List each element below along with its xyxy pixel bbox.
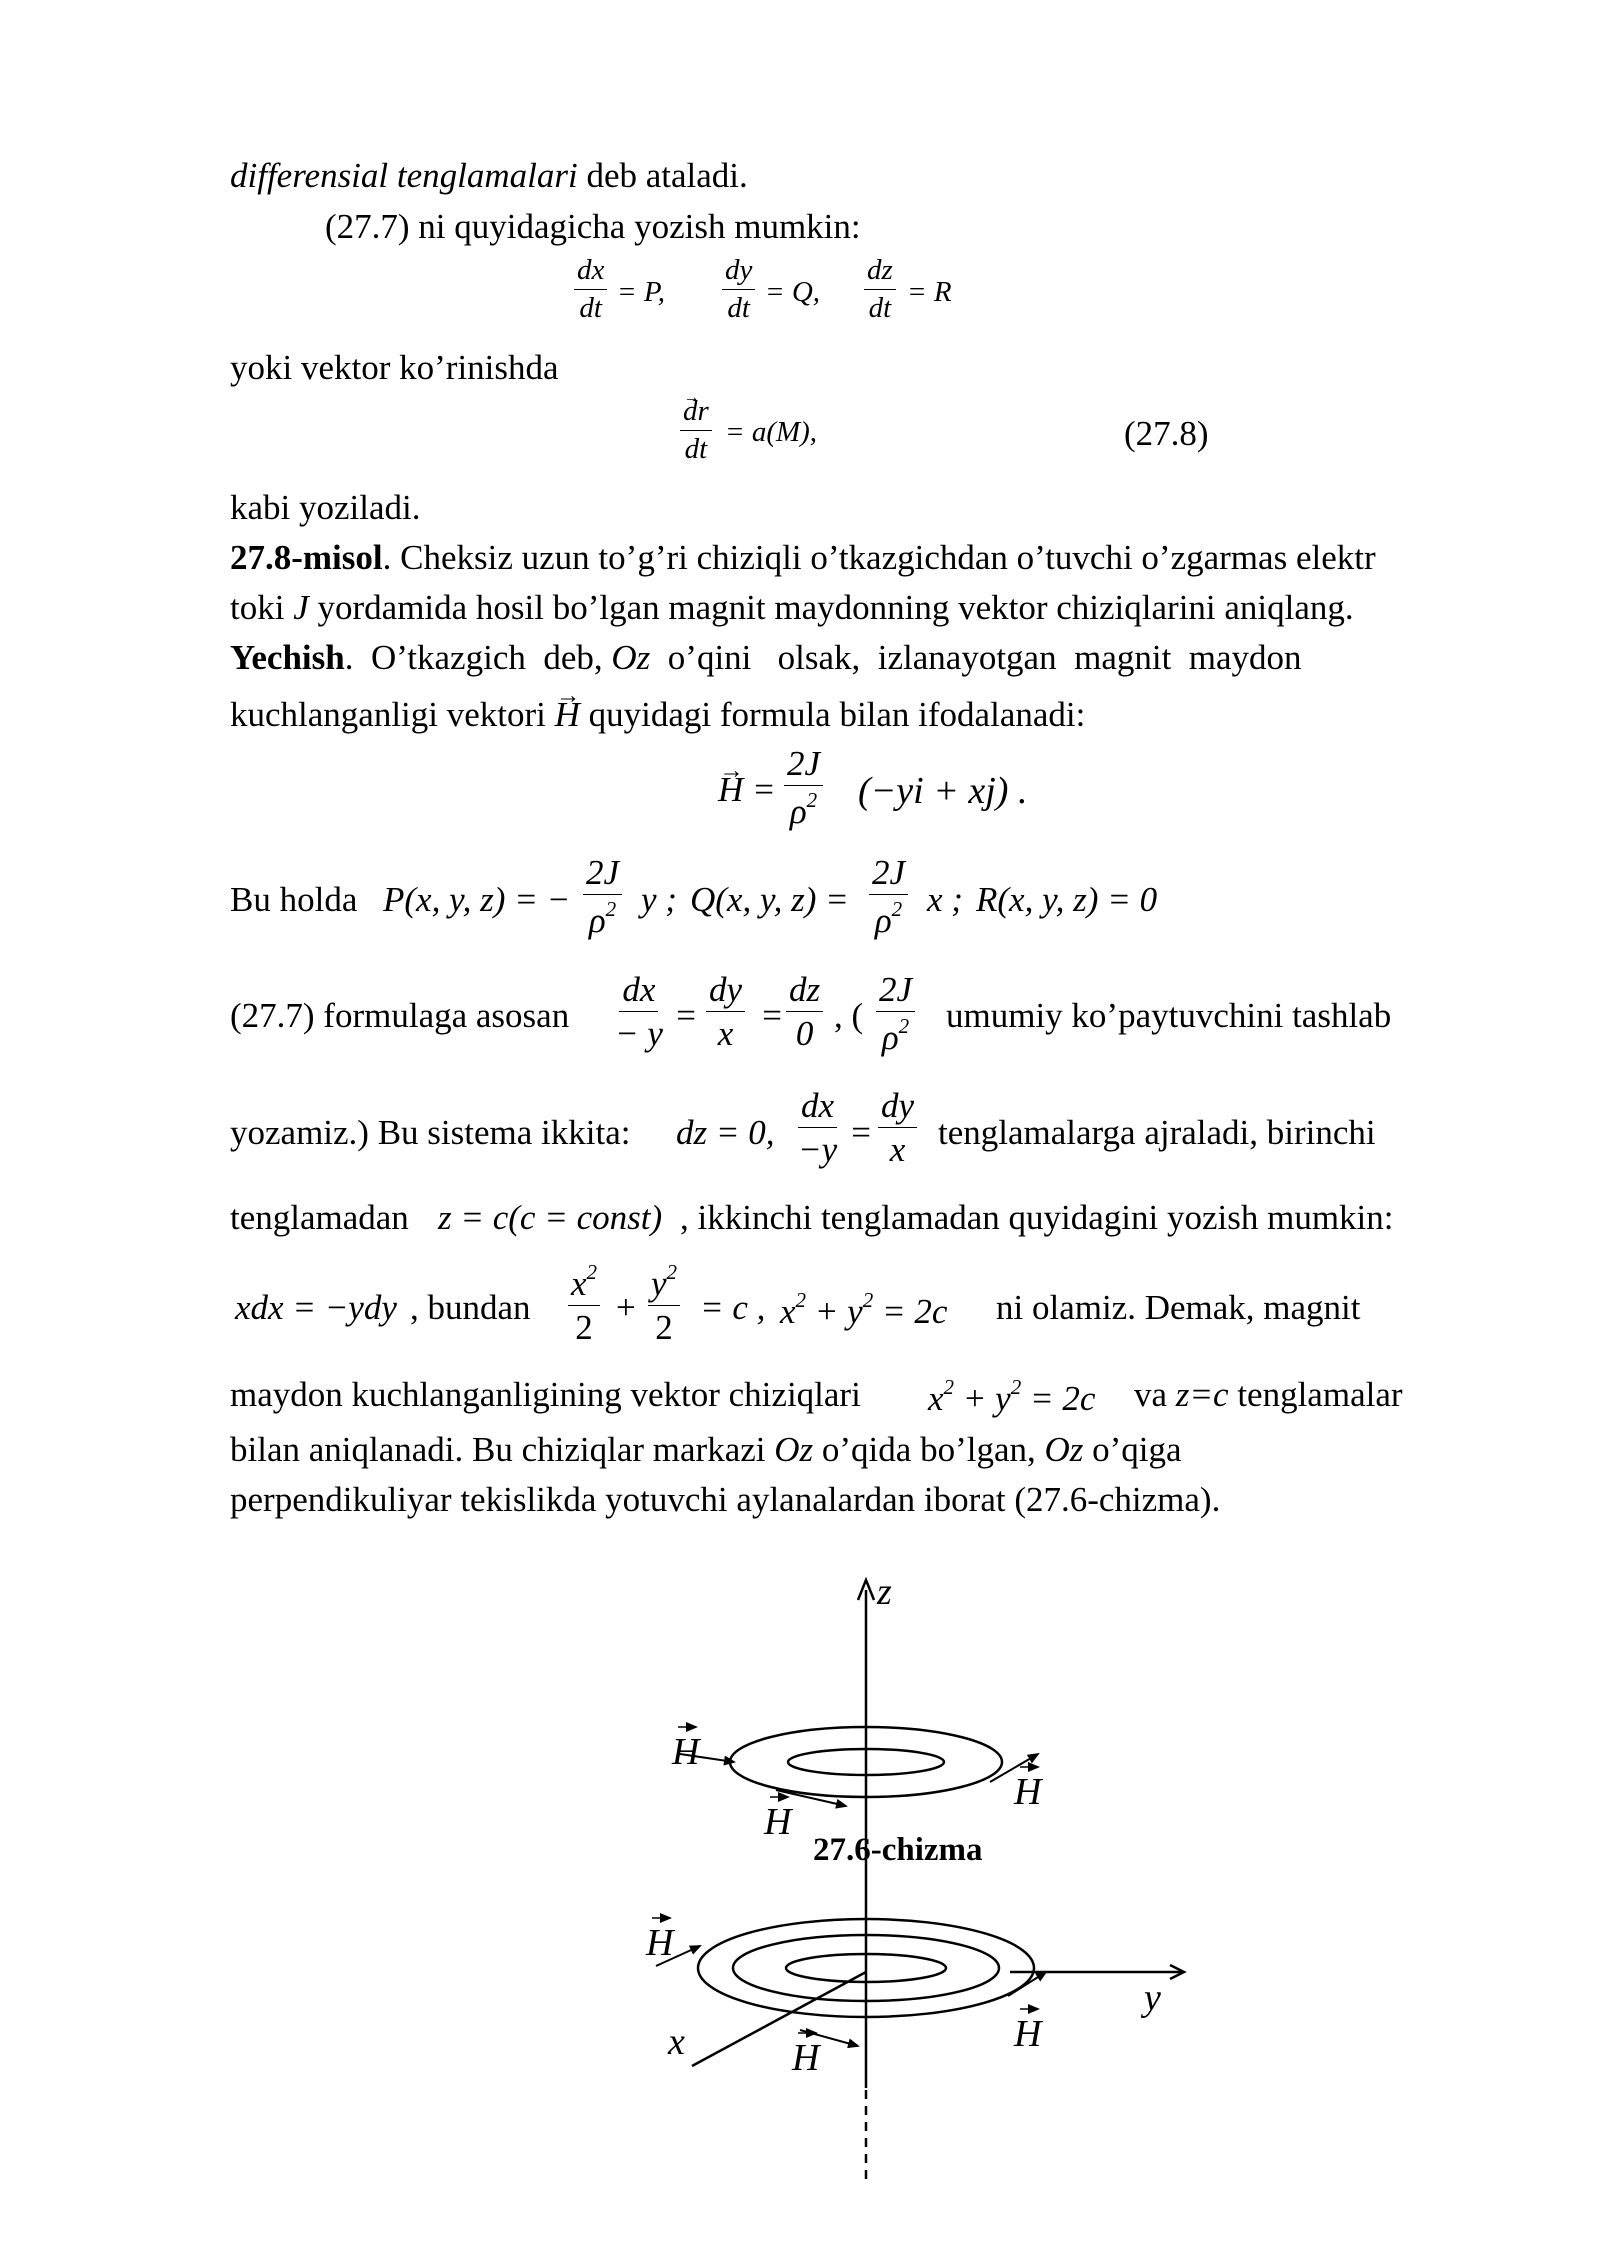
- fraction-y2-2: $\frac{y^2}{2}$: [648, 1262, 680, 1345]
- svg-text:H: H: [1014, 2013, 1042, 2055]
- vector-r: → dr: [683, 397, 709, 426]
- fraction-dz-dt: $\frac{dz}{dt}$: [864, 256, 896, 323]
- svg-text:H: H: [672, 1731, 700, 1773]
- fraction-2j-rho2: $\frac{2J}{\rho^2}$: [784, 746, 823, 829]
- text-line-5: 27.8-misol. Cheksiz uzun to’g’ri chiziqli o’tkazgichdan o’tuvchi o’zgarmas elektr: [230, 538, 1376, 577]
- text-line-2: (27.7) ni quyidagicha yozish mumkin:: [325, 207, 861, 246]
- solution-label: Yechish: [230, 638, 345, 677]
- h-label-top-left: [671, 1727, 702, 1773]
- fraction-2j-rho2-a: $\frac{2J}{\rho^2}$: [583, 855, 622, 938]
- text-span: deb ataladi.: [577, 156, 748, 195]
- eq-p: = P,: [617, 276, 666, 308]
- text-line-7: Yechish. O’tkazgich deb, Oz o’qini olsak, izlanayotgan magnit maydon: [230, 638, 1302, 677]
- fraction-dy-x-b: $\frac{dy}{x}$: [878, 1088, 917, 1167]
- fraction-x2-2: $\frac{x^2}{2}$: [568, 1262, 600, 1345]
- circle-equation-b: $x^2 + y^2 = 2c$: [928, 1375, 1096, 1418]
- fraction-2j-rho2-c: $\frac{2J}{\rho^2}$: [876, 972, 915, 1055]
- svg-text:H: H: [792, 2037, 820, 2079]
- text-line-8: kuchlanganligi vektori → H quyidagi formula bilan ifodalanadi:: [230, 697, 1085, 732]
- fraction-dy-x: $\frac{dy}{x}$: [706, 972, 745, 1051]
- svg-text:H: H: [646, 1922, 674, 1964]
- h-label-bottom-left: [645, 1918, 676, 1964]
- eq-a-of-m: = a(M),: [725, 416, 818, 448]
- h-label-top-right: [1013, 1767, 1044, 1813]
- example-label: 27.8-misol: [230, 538, 383, 577]
- fraction-dx-dt: $\frac{dx}{dt}$: [574, 256, 607, 323]
- term-italic: differensial tenglamalari: [230, 156, 578, 195]
- equation-number: (27.8): [1124, 414, 1209, 453]
- fraction-dr-dt: → $\frac{dr}{dt}$: [680, 397, 712, 464]
- fraction-dz-0: $\frac{dz}{0}$: [786, 972, 823, 1051]
- text-line-15: bilan aniqlanadi. Bu chiziqlar markazi Oz o’qida bo’lgan, Oz o’qiga: [230, 1430, 1182, 1469]
- fraction-2j-rho2-b: $\frac{2J}{\rho^2}$: [869, 855, 908, 938]
- text-line-3: yoki vektor ko’rinishda: [230, 348, 559, 387]
- x-axis-label: x: [668, 2021, 685, 2063]
- vector-h-lhs: → H =: [718, 772, 776, 807]
- eq-r: = R: [907, 276, 952, 308]
- z-axis-label: z: [877, 1571, 892, 1613]
- circle-equation-a: $x^2 + y^2 = 2c$: [780, 1288, 948, 1331]
- svg-text:H: H: [1014, 1771, 1042, 1813]
- text-line-4: kabi yoziladi.: [230, 488, 421, 527]
- h-label-bottom-right: [1013, 2009, 1044, 2055]
- x-axis: [692, 1972, 866, 2066]
- h-arrow-bottom-right: [1008, 1972, 1046, 1996]
- eq-rhs-vector: (−yi + xj) .: [858, 770, 1028, 812]
- svg-text:H: H: [764, 1801, 792, 1843]
- text-line-16: perpendikuliyar tekislikda yotuvchi aylanalardan iborat (27.6-chizma).: [230, 1480, 1221, 1519]
- h-label-top-front: [763, 1797, 794, 1843]
- fraction-dx-neg-y: $\frac{dx}{- y}$: [615, 970, 663, 1053]
- vector-h: → H: [555, 697, 580, 732]
- fraction-dy-dt: $\frac{dy}{dt}$: [722, 256, 755, 323]
- h-label-bottom-front: [791, 2033, 822, 2079]
- y-axis-label: y: [1144, 1977, 1161, 2019]
- text-line-6: toki J yordamida hosil bo’lgan magnit maydonning vektor chiziqlarini aniqlang.: [230, 588, 1354, 627]
- fraction-dx-neg-y-b: $\frac{dx}{-y}$: [798, 1086, 838, 1169]
- eq-q: = Q,: [765, 276, 821, 308]
- figure-caption: 27.6-chizma: [813, 1832, 983, 1868]
